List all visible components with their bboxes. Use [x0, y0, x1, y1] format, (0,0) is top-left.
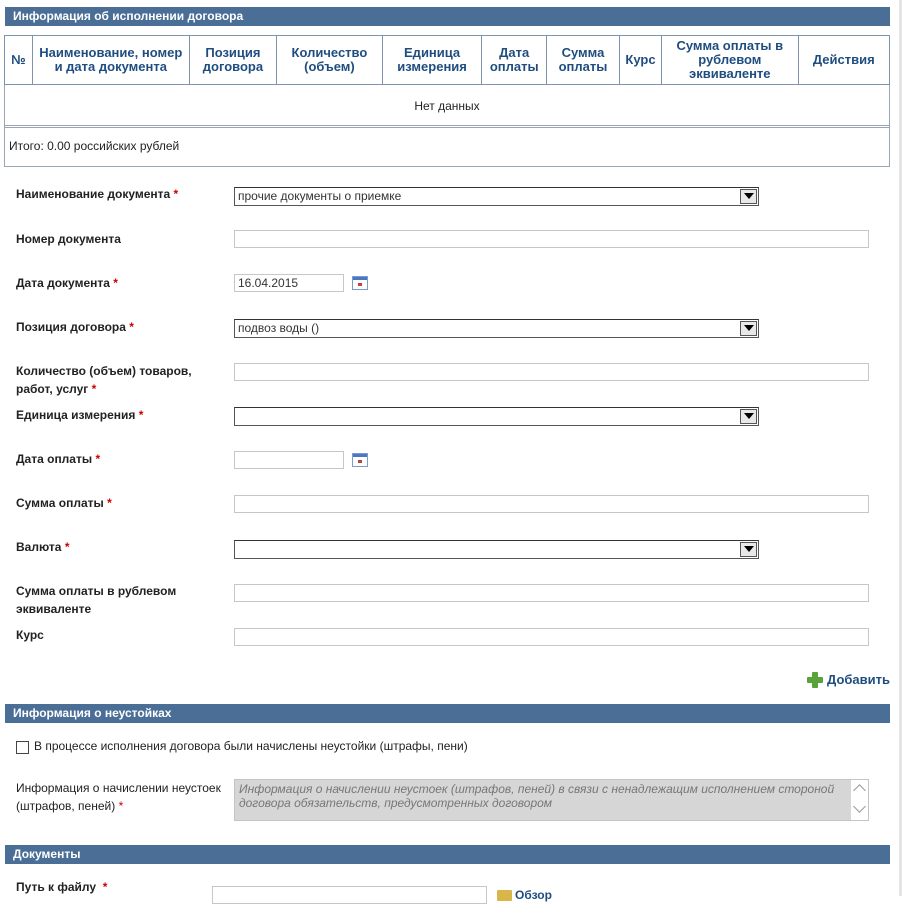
unit-label: Единица измерения * [16, 408, 144, 422]
col-document: Наименование, номер и дата документа [32, 36, 189, 85]
section-header-penalties: Информация о неустойках [5, 704, 890, 723]
chevron-down-icon[interactable] [740, 542, 757, 557]
payments-table [4, 35, 890, 128]
doc-number-input[interactable] [234, 230, 869, 248]
penalty-info-label: Информация о начислении неустоек (штрафов, пеней) * [16, 781, 221, 813]
col-pay-sum: Сумма оплаты [547, 36, 620, 85]
calendar-icon[interactable] [352, 276, 368, 290]
col-actions: Действия [798, 36, 889, 85]
plus-icon [806, 671, 823, 688]
calendar-icon[interactable] [352, 453, 368, 467]
doc-date-label: Дата документа * [16, 276, 118, 290]
pay-date-label: Дата оплаты * [16, 452, 101, 466]
rate-input[interactable] [234, 628, 869, 646]
quantity-input[interactable] [234, 363, 869, 381]
doc-name-select[interactable]: прочие документы о приемке [234, 187, 759, 206]
folder-icon [497, 890, 512, 901]
col-rub-sum: Сумма оплаты в рублевом эквиваленте [662, 36, 799, 85]
section-header-documents: Документы [5, 845, 890, 864]
rub-sum-label: Сумма оплаты в рублевом эквиваленте [16, 584, 177, 616]
quantity-label: Количество (объем) товаров, работ, услуг * [16, 364, 192, 396]
col-pay-date: Дата оплаты [482, 36, 547, 85]
col-position: Позиция договора [189, 36, 276, 85]
doc-number-label: Номер документа [16, 232, 121, 246]
table-header-row [5, 36, 890, 85]
chevron-down-icon[interactable] [740, 321, 757, 336]
rub-sum-input[interactable] [234, 584, 869, 602]
section-header-execution: Информация об исполнении договора [5, 7, 890, 26]
penalty-info-textarea[interactable]: Информация о начислении неустоек (штрафов, пеней) в связи с ненадлежащим исполнением стороной договора обязательств, предусмотренных договором [234, 779, 869, 821]
col-quantity: Количество (объем) [277, 36, 383, 85]
total-text: Итого: 0.00 российских рублей [4, 125, 890, 167]
col-rate: Курс [619, 36, 661, 85]
penalty-checkbox[interactable] [16, 741, 29, 754]
no-data-cell: Нет данных [5, 85, 890, 128]
chevron-down-icon[interactable] [740, 189, 757, 204]
pay-sum-label: Сумма оплаты * [16, 496, 112, 510]
browse-button[interactable]: Обзор [497, 888, 552, 902]
doc-name-label: Наименование документа * [16, 187, 179, 201]
position-select[interactable]: подвоз воды () [234, 319, 759, 338]
col-unit: Единица измерения [382, 36, 482, 85]
doc-date-input[interactable]: 16.04.2015 [234, 274, 344, 292]
chevron-down-icon[interactable] [853, 800, 866, 813]
add-button[interactable]: Добавить [806, 671, 890, 688]
file-path-input[interactable] [212, 886, 487, 904]
unit-select[interactable] [234, 407, 759, 426]
currency-select[interactable] [234, 540, 759, 559]
position-label: Позиция договора * [16, 320, 134, 334]
pay-sum-input[interactable] [234, 495, 869, 513]
scrollbar[interactable] [851, 780, 868, 820]
penalty-checkbox-label: В процессе исполнения договора были начислены неустойки (штрафы, пени) [34, 739, 468, 753]
pay-date-input[interactable] [234, 451, 344, 469]
file-path-label: Путь к файлу * [16, 880, 108, 894]
chevron-up-icon[interactable] [853, 784, 866, 797]
currency-label: Валюта * [16, 540, 70, 554]
rate-label: Курс [16, 628, 44, 642]
col-number: № [5, 36, 33, 85]
chevron-down-icon[interactable] [740, 409, 757, 424]
